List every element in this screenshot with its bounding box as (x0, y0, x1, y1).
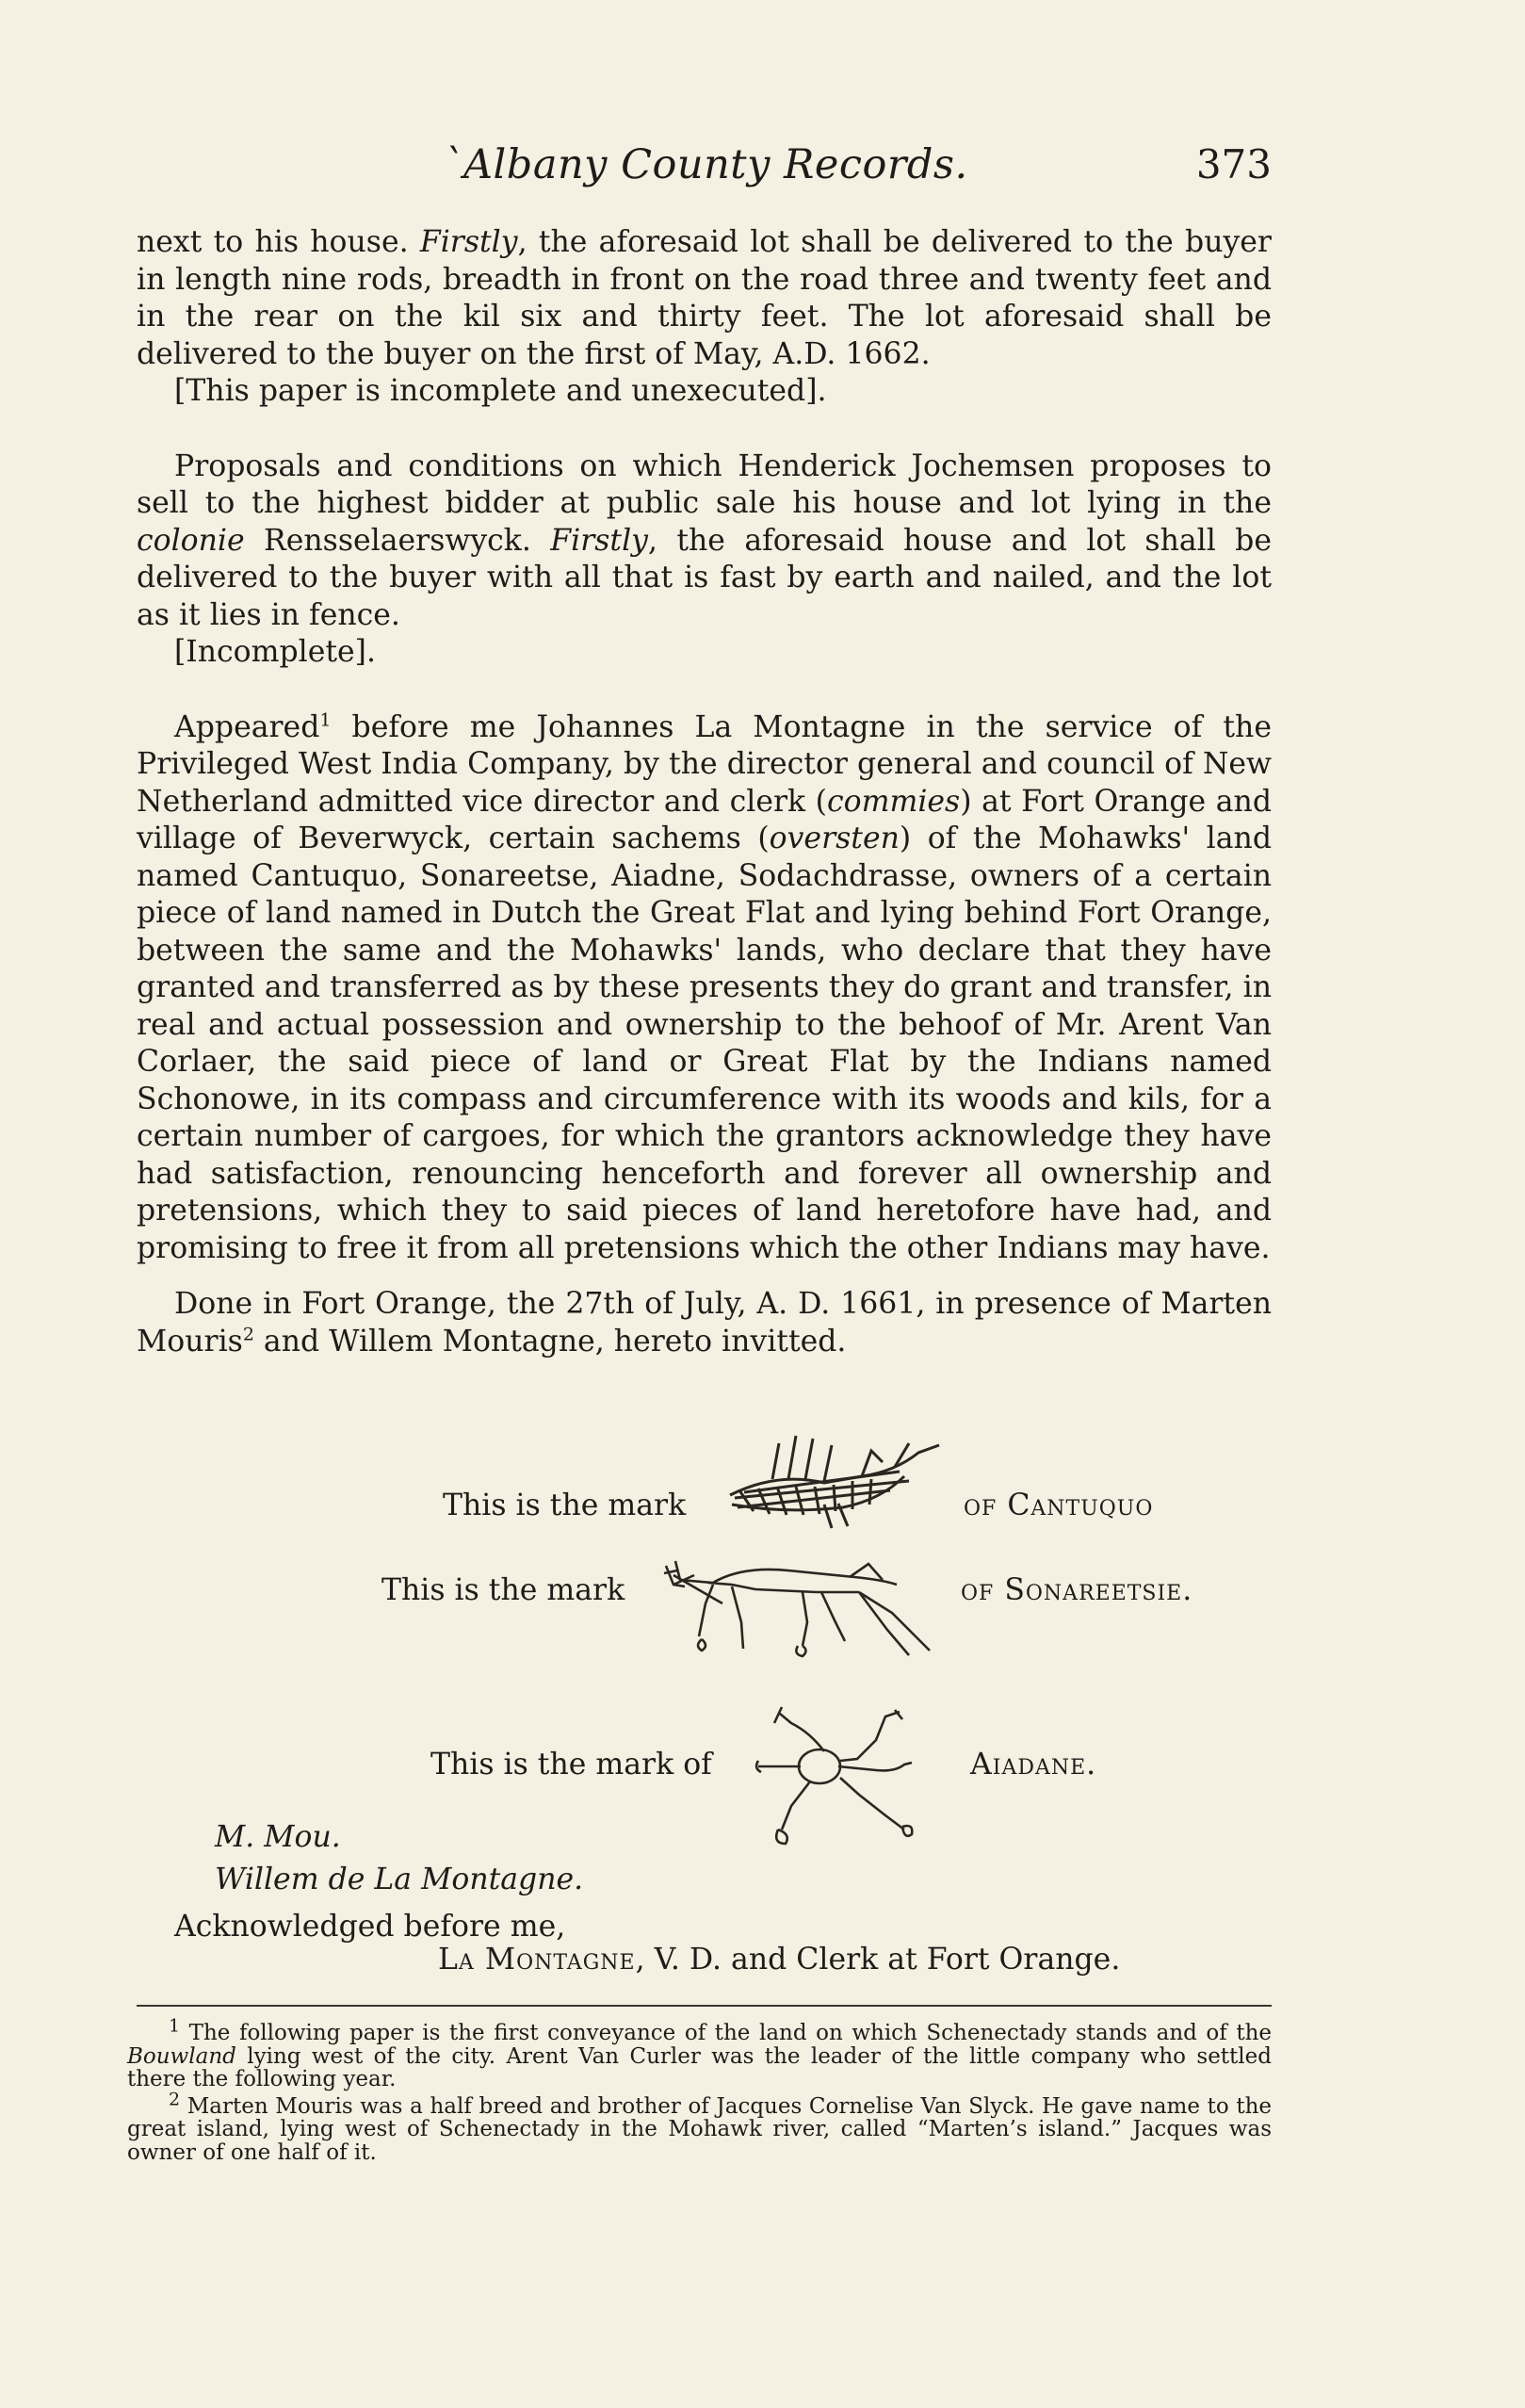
acknowledged-line: Acknowledged before me, (174, 1910, 566, 1944)
footnote-2: $^2$ Marten Mouris was a half breed and brother of Jacques Cornelise Van Slyck. He gave name to the great island, lying west of Schenectady in the Mohawk river, called “Marten’s island.” Jacques was owner of one half of it. (127, 2088, 1272, 2165)
footnote-ref-2: 2 (242, 1324, 254, 1344)
paragraph-proposals: Proposals and conditions on which Henderick Jochemsen proposes to sell to the highest bidder at public sale his house and lot lying in the colonie Rensselaerswyck. Firstly, the aforesaid house and lot shall be delivered to the buyer with all that is fast by earth and nailed, and the lot as it lies in fence. (137, 448, 1272, 632)
mark-2-label-right: of Sonareetsie. (961, 1573, 1193, 1607)
running-title: `Albany County Records. (443, 141, 968, 188)
aiadane-mark-drawing (754, 1702, 947, 1853)
page-header (443, 141, 1272, 198)
note-incomplete-unexecuted: [This paper is incomplete and unexecuted]. (174, 374, 827, 408)
sonareetsie-mark-drawing (657, 1547, 949, 1679)
mark-1-label-left: This is the mark (443, 1489, 687, 1522)
footnote-1: $^1$ The following paper is the first conveyance of the land on which Schenectady stands and of the Bouwland lying west of the city. Arent Van Curler was the leader of the little company who settled there the following year. (127, 2015, 1272, 2091)
note-incomplete: [Incomplete]. (174, 635, 376, 669)
footnote-ref-1: 1 (319, 709, 332, 730)
mark-1-label-right: of Cantuquo (964, 1489, 1154, 1522)
page-number: 373 (1195, 141, 1272, 187)
body-text (137, 224, 1272, 1360)
footnotes (127, 2015, 1272, 2168)
clerk-signature-line: La Montagne, V. D. and Clerk at Fort Orange. (438, 1943, 1121, 1977)
mark-3-label-right: Aiadane. (970, 1748, 1097, 1782)
paragraph-done-in-fort-orange: Done in Fort Orange, the 27th of July, A. D. 1661, in presence of Marten Mouris$^2$ and Willem Montagne, hereto invitted. (137, 1287, 1272, 1359)
mark-3-label-left: This is the mark of (430, 1748, 712, 1782)
footnote-rule (137, 2005, 1272, 2007)
paragraph-lot-delivery: next to his house. Firstly, the aforesaid lot shall be delivered to the buyer in length nine rods, breadth in front on the road three and twenty feet and in the rear on the kil six and thirty feet. The lot aforesaid shall be delivered to the buyer on the first of May, A.D. 1662. (137, 225, 1272, 371)
signature-m-mou: M. Mou. (215, 1820, 341, 1854)
signature-willem-de-la-montagne: Willem de La Montagne. (215, 1863, 584, 1896)
paragraph-conveyance: Appeared$^1$ before me Johannes La Montagne in the service of the Privileged West India Company, by the director general and council of New Netherland admitted vice director and clerk (commies) at Fort Orange and village of Beverwyck, certain sachems (oversten) of the Mohawks' land named Cantuquo, Sonareetse, Aiadne, Sodachdrasse, owners of a certain piece of land named in Dutch the Great Flat and lying behind Fort Orange, between the same and the Mohawks' lands, who declare that they have granted and transferred as by these presents they do grant and transfer, in real and actual possession and ownership to the behoof of Mr. Arent Van Corlaer, the said piece of land or Great Flat by the Indians named Schonowe, in its compass and circumference with its woods and kils, for a certain number of cargoes, for which the grantors acknowledge they have had satisfaction, renouncing henceforth and forever all ownership and pretensions, which they to said pieces of land heretofore have had, and promising to free it from all pretensions which the other Indians may have. (137, 709, 1272, 1265)
cantuquo-mark-drawing (721, 1424, 947, 1533)
mark-2-label-left: This is the mark (381, 1573, 625, 1607)
